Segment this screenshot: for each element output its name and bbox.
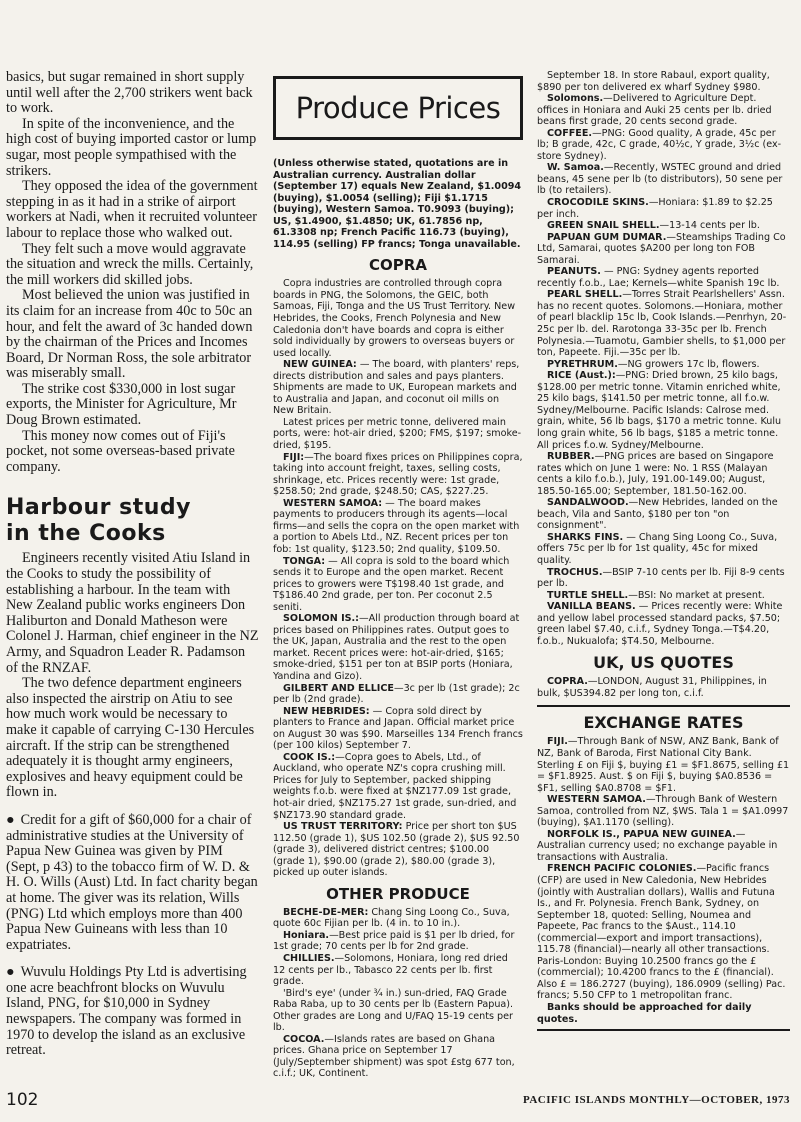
publication-line: PACIFIC ISLANDS MONTHLY—OCTOBER, 1973 (522, 1094, 790, 1106)
entry-label: GREEN SNAIL SHELL. (547, 220, 660, 232)
rate-entry (537, 736, 790, 794)
bullet-icon: ● (6, 811, 15, 828)
harbour-headline (6, 495, 259, 547)
entry-label: COOK IS.: (283, 751, 336, 763)
entry-text: —Islands rates are based on Ghana prices. Ghana price on September 17 (July/September shipment) was spot £stg 677 ton, c.i.f.; UK, Continent. (273, 1033, 515, 1080)
price-entry (273, 930, 523, 953)
article-paragraph: Engineers recently visited Atiu Island in the Cooks to study the possibility of establishing a harbour. In the team with New Zealand public works engineers Don Haliburton and Donald Matheson were Colonel J. Harman, chief engineer in the NZ Army, and Squadron Leader R. Padamson of the RNZAF. (6, 550, 259, 676)
page-number: 102 (6, 1090, 39, 1110)
entry-label: COCOA. (283, 1033, 325, 1045)
entry-label: COFFEE. (547, 127, 593, 139)
page-title: Produce Prices (295, 91, 501, 125)
rate-note: Banks should be approached for daily quotes. (537, 1002, 752, 1025)
price-entry (537, 128, 790, 163)
price-entry (273, 752, 523, 821)
entry-text: — The board makes payments to producers through its agents—local firms—and sells the copra on the open market with a portion to Abels Ltd., NZ. Recent prices per ton fob: 1st quality, $123.50; 2nd quality, $109.50. (273, 497, 520, 555)
page-footer (6, 1090, 790, 1120)
headline-line: Harbour study (6, 495, 192, 521)
entry-label: BECHE-DE-MER: (283, 906, 369, 918)
price-entry (537, 266, 790, 289)
price-entry (273, 821, 523, 879)
entry-text: —All production through board at prices based on Philippines rates. Output goes to the UK, Japan, Australia and the rest to the open market. Recent prices were: hot-air-dried, $165; smoke-dried, $151 per ton at BSIP ports (Honiara, Yandina and Gizo). (273, 613, 520, 682)
entry-text: — Chang Sing Loong Co., Suva, offers 75c per lb for 1st quality, 45c for mixed quality. (537, 531, 778, 566)
entry-text: —PNG prices are based on Singapore rates which on June 1 were: No. 1 RSS (Malayan cents a kilo f.o.b.), July, 191.00-149.00; August, 185.50-165.00; September, 181.50-162.00. (537, 451, 774, 497)
entry-text: —The board fixes prices on Philippines copra, taking into account freight, taxes, selling costs, shrinkage, etc. Prices recently were: 1st grade, $258.50; 2nd grade, $248.50; CAS, $227.25. (273, 451, 523, 498)
entry-text: —Steamships Trading Co Ltd, Samarai, quotes $A200 per long ton FOB Samarai. (537, 231, 786, 266)
rate-entry (537, 794, 790, 829)
entry-label: WESTERN SAMOA. (547, 794, 646, 806)
headline-line: in the Cooks (6, 521, 166, 547)
article-paragraph: The two defence department engineers also inspected the airstrip on Atiu to see how much work would be necessary to make it capable of carrying C-130 Hercules aircraft. If the strip can be strengthened adequately it is thought army engineers, explosives and heavy equipment could be flown in. (6, 675, 255, 801)
price-entry (537, 289, 790, 358)
rate-entry (537, 863, 790, 1002)
price-entry (273, 706, 523, 752)
rate-entry (537, 829, 790, 864)
article-paragraph: This money now comes out of Fiji's pocket, not some overseas-based private company. (6, 427, 235, 475)
price-entry: 'Bird's eye' (under ¾ in.) sun-dried, FAQ Grade Raba Raba, up to 30 cents per lb (Eastern Papua). Other grades are Long and U/FAQ 15-19 cents per lb. (273, 987, 514, 1034)
entry-text: —Solomons, Honiara, long red dried 12 cents per lb., Tabasco 22 cents per lb. first grade. (273, 953, 508, 988)
entry-label: RICE (Aust.): (547, 370, 616, 382)
entry-text: — PNG: Sydney agents reported recently f.o.b., Lae; Kernels—white Spanish 19c lb. (537, 266, 780, 289)
entry-label: COPRA. (547, 676, 588, 688)
price-entry (537, 532, 790, 567)
entry-label: SANDALWOOD. (547, 497, 629, 509)
entry-label: FIJI: (283, 451, 305, 463)
entry-label: TROCHUS. (547, 566, 603, 578)
entry-label: NEW GUINEA: (283, 359, 357, 371)
price-entry (273, 613, 523, 682)
entry-text: — Copra sold direct by planters to France and Japan. Official market price on August 30 was $90. Marseilles 134 French francs (per 100 kilos) September 7. (273, 705, 523, 752)
entry-label: NORFOLK IS., PAPUA NEW GUINEA. (547, 828, 736, 840)
price-entry (537, 497, 790, 532)
entry-text: —Recently, WSTEC ground and dried beans, 45 sene per lb (to distributors), 50 sene per lb (to retailers). (537, 162, 783, 197)
entry-text: —Honiara: $1.89 to $2.25 per inch. (537, 197, 773, 220)
price-entry (537, 162, 790, 197)
entry-label: NEW HEBRIDES: (283, 705, 370, 717)
entry-label: W. Samoa. (547, 162, 604, 174)
section-heading-exchange-rates: EXCHANGE RATES (583, 713, 744, 733)
divider (537, 1029, 790, 1031)
price-entry (537, 220, 790, 232)
left-column (6, 70, 259, 1059)
entry-text: — All copra is sold to the board which sends it to Europe and the open market. Recent prices to growers were T$198.40 1st grade, and T$186.40 2nd grade, per ton. Per coconut 2.5 seniti. (273, 555, 510, 613)
entry-text: —Through Bank of NSW, ANZ Bank, Bank of NZ, Bank of Baroda, First National City Bank. Sterling £ on Fiji $, buying £1 = $F1.8675, selling £1 = $F1.8925. Aust. $ on Fiji $, buying $A0.8536 = $F1, selling $A0.8708 = $F1. (537, 736, 790, 794)
price-entry (273, 907, 523, 930)
price-entry (537, 232, 790, 267)
brief-text: Wuvulu Holdings Pty Ltd is advertising one acre beachfront blocks on Wuvulu Island, PNG, for $10,000 in Sydney newspapers. The company was formed in 1970 to develop the island as an exclusive retreat. (6, 964, 247, 1059)
article-paragraph: They opposed the idea of the government stepping in as it had in a strike of airport workers at Nadi, when it recruited volunteer labour to replace those who walked out. (6, 178, 258, 241)
price-entry (273, 683, 523, 706)
entry-text: —BSI: No market at present. (628, 589, 765, 601)
price-entry (537, 197, 790, 220)
section-heading-other-produce: OTHER PRODUCE (326, 884, 470, 903)
article-paragraph: They felt such a move would aggravate the situation and wreck the mills. Certainly, the mill workers did skilled jobs. (6, 240, 254, 288)
bullet-icon: ● (6, 964, 15, 981)
entry-text: —Through Bank of Western Samoa, controlled from NZ, $WS. Tala 1 = $A1.0997 (buying), $A1.1170 (selling). (537, 794, 789, 829)
entry-label: TURTLE SHELL. (547, 589, 629, 601)
entry-label: VANILLA BEANS. (547, 601, 636, 613)
divider (537, 705, 790, 707)
price-entry: Latest prices per metric tonne, delivered main ports, were: hot-air dried, $200; FMS, $197; smoke-dried, $195. (273, 416, 522, 452)
right-column (537, 70, 790, 1031)
entry-text: —Best price paid is $1 per lb dried, for 1st grade; 70 cents per lb for 2nd grade. (273, 929, 515, 953)
entry-text: —Pacific francs (CFP) are used in New Caledonia, New Hebrides (jointly with Australian dollars), Wallis and Futuna Is., and Fr. Polynesia. French Bank, Sydney, on September 18, quoted: Selling, Noumea and Papeete, Pac francs to the $Aust., 114.10 (commercial—export and import transactions), 115.78 (financial)—nearly all other transactions. Paris-London: Buying 10.2500 francs go the £ (commercial); 10.4200 francs to the £ (financial). Also £ = 186.2727 (buying), 186.0909 (selling) Pac. francs; 5.50 CFP to 1 metropolitan franc. (537, 863, 786, 1002)
entry-text: —Delivered to Agriculture Dept. offices in Honiara and Auki 25 cents per lb. dried beans first grade, 20 cents second grade. (537, 93, 772, 128)
section-heading-uk-us-quotes: UK, US QUOTES (593, 653, 734, 673)
currency-intro: (Unless otherwise stated, quotations are in Australian currency. Australian dollar (September 17) equals New Zealand, $1.0094 (buying), $1.0054 (selling); Fiji $1.1715 (buying), Western Samoa. T0.9093 (buying); US, $1.4900, $1.4850; UK, 61.7856 np, 61.3308 np; French Pacific 116.73 (buying), 114.95 (selling) FP francs; Tonga unavailable. (273, 158, 522, 250)
entry-label: Honiara. (283, 929, 330, 941)
news-brief (6, 813, 259, 953)
entry-label: US TRUST TERRITORY: (283, 821, 403, 833)
entry-label: RUBBER. (547, 451, 595, 463)
entry-text: —New Hebrides, landed on the beach, Vila and Santo, $180 per ton "on consignment". (537, 497, 778, 532)
price-entry (273, 1034, 523, 1080)
entry-label: PEARL SHELL. (547, 289, 623, 301)
entry-label: CROCODILE SKINS. (547, 197, 649, 209)
article-paragraph: In spite of the inconvenience, and the high cost of buying imported castor or lump sugar, most people sympathised with the strikers. (6, 115, 257, 179)
entry-text: —LONDON, August 31, Philippines, in bulk, $US394.82 per long ton, c.i.f. (537, 676, 767, 699)
entry-text: —BSIP 7-10 cents per lb. Fiji 8-9 cents per lb. (537, 566, 785, 590)
entry-text: —PNG: Good quality, A grade, 45c per lb; B grade, 42c, C grade, 40½c, Y grade, 3½c (ex-store Sydney). (537, 127, 782, 162)
entry-text: — The board, with planters' reps, directs distribution and sales and pays planters. Shipments are made to UK, European markets and to Australia and Japan, and coconut oil mills on New Britain. (273, 359, 520, 417)
article-paragraph: basics, but sugar remained in short supply until well after the 2,700 strikers went back to work. (6, 69, 253, 117)
section-heading-copra: COPRA (369, 256, 427, 275)
price-entry (273, 359, 523, 417)
entry-label: FRENCH PACIFIC COLONIES. (547, 863, 697, 875)
news-brief (6, 965, 259, 1059)
entry-text: —13-14 cents per lb. (659, 220, 760, 232)
entry-text: Price per short ton $US 112.50 (grade 1), $US 102.50 (grade 2), $US 92.50 (grade 3), delivered district centres; $100.00 (grade 1), $90.00 (grade 2), $80.00 (grade 3), picked up outer islands. (273, 821, 520, 879)
price-entry (537, 676, 790, 699)
brief-text: Credit for a gift of $60,000 for a chair of administrative studies at the University of Papua New Guinea was given by PIM (Sept, p 43) to the tobacco firm of W. D. & H. O. Wills (Aust) Ltd. In fact charity began at home. The giver was its relation, Wills (PNG) Ltd which employs more than 400 Papua New Guineans with less than 10 expatriates. (6, 811, 258, 953)
entry-label: PAPUAN GUM DUMAR. (547, 231, 667, 243)
entry-label: CHILLIES. (283, 953, 335, 964)
entry-text: —NG growers 17c lb, flowers. (617, 358, 760, 370)
price-entry (273, 498, 523, 556)
entry-label: PYRETHRUM. (547, 358, 618, 370)
price-entry (537, 359, 790, 371)
article-paragraph: The strike cost $330,000 in lost sugar exports, the Minister for Agriculture, Mr Doug Brown estimated. (6, 380, 237, 429)
price-entry (537, 590, 790, 602)
price-entry (537, 93, 790, 128)
entry-label: Solomons. (547, 93, 604, 105)
entry-text: —3c per lb (1st grade); 2c per lb (2nd grade). (273, 682, 520, 706)
entry-label: PEANUTS. (547, 266, 601, 278)
price-entry (273, 556, 523, 614)
entry-text: Chang Sing Loong Co., Suva, quote 60c Fijian per lb. (4 in. to 10 in.). (273, 906, 510, 930)
entry-label: FIJI. (547, 736, 568, 748)
entry-label: SOLOMON IS.: (283, 613, 360, 625)
price-entry (537, 370, 790, 451)
entry-text: —Torres Strait Pearlshellers' Assn. has no recent quotes. Solomons.—Honiara, mother of pearl blacklip 15c lb, Cook Islands.—Penrhyn, 20-25c per lb. del. Rarotonga 33-35c per lb. French Polynesia.—Tuamotu, Gambier shells, to $1,000 per ton, Papeete. Fiji.—35c per lb. (537, 289, 787, 359)
price-entry (273, 953, 523, 988)
price-entry (537, 451, 790, 497)
entry-text: —PNG: Dried brown, 25 kilo bags, $128.00 per metric tonne. Vitamin enriched white, 25 kilo bags, $141.50 per metric tonne, all f.o.w. Sydney/Melbourne. Pacific Islands: Calrose med. grain, white, 56 lb bags, $170 a metric tonne. Kulu long grain white, 56 lb bags, $185 a metric tonne. All prices f.o.w. Sydney/Melbourne. (537, 370, 782, 451)
entry-label: WESTERN SAMOA: (283, 497, 383, 509)
price-entry (273, 452, 523, 498)
entry-text: —Australian currency used; no exchange payable in transactions with Australia. (537, 828, 778, 863)
entry-label: SHARKS FINS. (547, 531, 624, 543)
middle-column (273, 76, 523, 1080)
price-entry (537, 567, 790, 590)
article-paragraph: Most believed the union was justified in its claim for an increase from 40c to 50c an hour, and felt the award of 3c handed down by the chairman of the Prices and Incomes Board, Dr Norman Ross, the sole arbitrator was miserably small. (6, 287, 253, 382)
produce-prices-title-box (273, 76, 523, 140)
price-entry: September 18. In store Rabaul, export quality, $890 per ton delivered ex wharf Sydney $980. (537, 70, 770, 93)
copra-intro: Copra industries are controlled through copra boards in PNG, the Solomons, the GEIC, both Samoas, Fiji, Tonga and the US Trust Territory. New Hebrides, the Cooks, French Polynesia and New Caledonia don't have boards and copra is either sold individually by growers to overseas buyers or used locally. (273, 278, 516, 359)
entry-text: — Prices recently were: White and yellow label processed standard packs, $7.50; green label $7.40, c.i.f., Sydney Tonga.—T$4.20, f.o.b., Nukualofa; $T4.50, Melbourne. (537, 601, 783, 647)
entry-label: TONGA: (283, 555, 326, 567)
entry-label: GILBERT AND ELLICE (283, 682, 394, 694)
price-entry (537, 601, 790, 647)
entry-text: —Copra goes to Abels, Ltd., of Auckland, who operate NZ's copra crushing mill. Prices for July to September, packed shipping weights f.o.b. were fixed at $NZ177.09 1st grade, hot-air dried, $NZ175.27 1st grade, sun-dried, and $NZ173.90 standard grade. (273, 751, 517, 821)
